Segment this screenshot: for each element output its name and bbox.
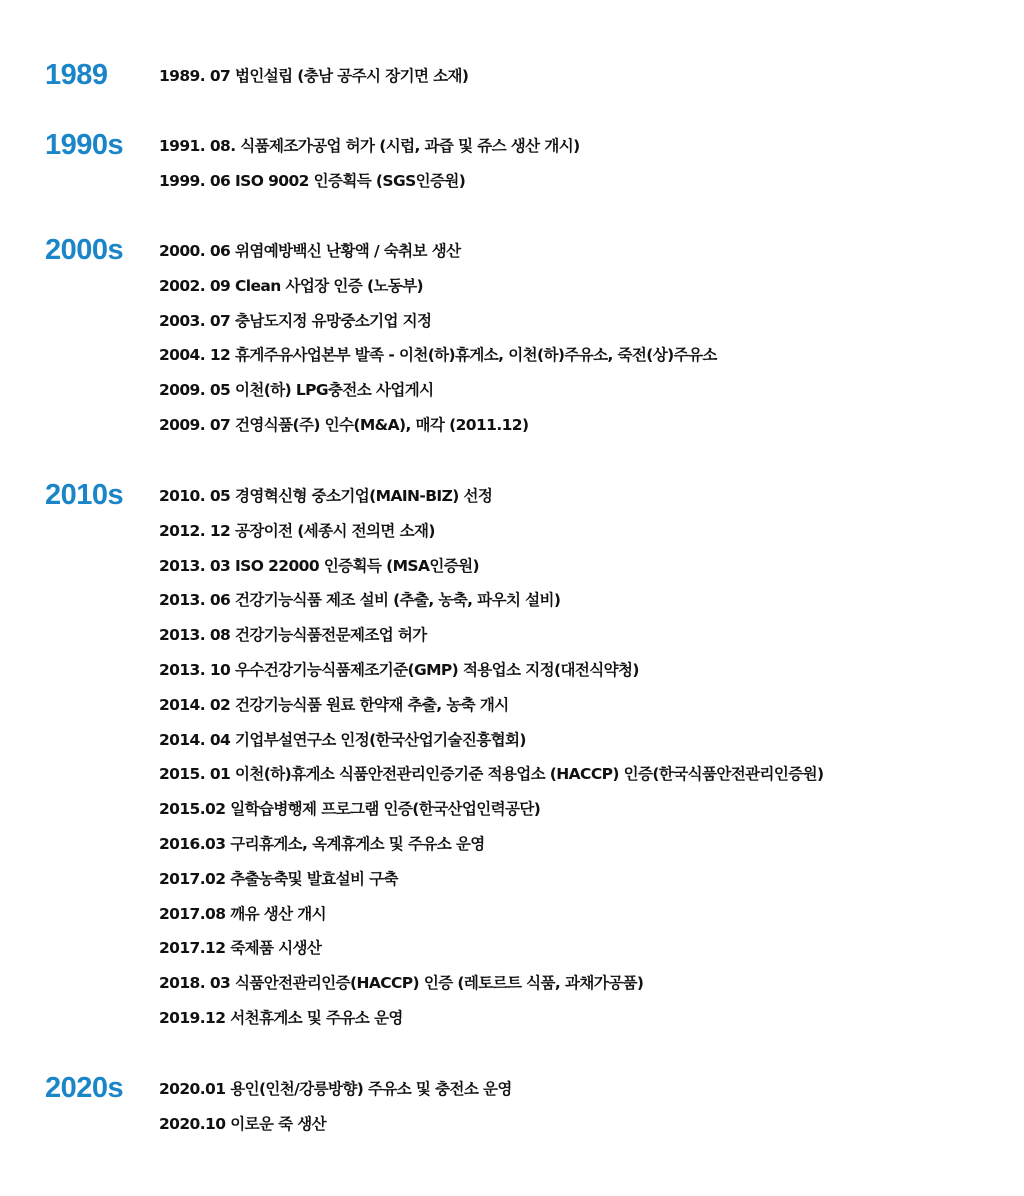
event-item: 2010. 05 경영혁신형 중소기업(MAIN-BIZ) 선정 (159, 487, 493, 505)
event-item: 2002. 09 Clean 사업장 인증 (노동부) (159, 276, 424, 295)
event-item: 2013. 06 건강기능식품 제조 설비 (추출, 농축, 파우치 설비) (159, 591, 561, 610)
period-year: 2020s (45, 1072, 124, 1104)
event-list (159, 136, 580, 206)
event-item: 2012. 12 공장이전 (세종시 전의면 소재) (159, 521, 435, 540)
event-item: 2020.10 이로운 죽 생산 (159, 1114, 327, 1133)
event-item: 2015.02 일학습병행제 프로그램 인증(한국산업인력공단) (159, 800, 541, 819)
event-item: 2004. 12 휴게주유사업본부 발족 - 이천(하)휴게소, 이천(하)주유소, 죽전(상)주유소 (159, 346, 717, 365)
event-item: 2015. 01 이천(하)휴게소 식품안전관리인증기준 적용업소 (HACCP) 인증(한국식품안전관리인증원) (159, 765, 824, 784)
event-item: 2009. 07 건영식품(주) 인수(M&A), 매각 (2011.12) (159, 415, 529, 434)
event-item: 2019.12 서천휴게소 및 주유소 운영 (159, 1008, 403, 1027)
event-item: 2018. 03 식품안전관리인증(HACCP) 인증 (레토르트 식품, 과채가공품) (159, 974, 644, 993)
event-item: 2003. 07 충남도지정 유망중소기업 지정 (159, 311, 432, 330)
event-list (159, 486, 823, 1043)
period-year: 2000s (45, 234, 124, 266)
event-item: 2000. 06 위염예방백신 난황액 / 숙취보 생산 (159, 242, 461, 260)
event-list (159, 66, 468, 101)
event-item: 2017.12 죽제품 시생산 (159, 939, 322, 958)
period-year: 2010s (45, 479, 124, 511)
event-list (159, 1079, 512, 1149)
event-item: 2014. 04 기업부설연구소 인정(한국산업기술진흥협회) (159, 730, 526, 749)
event-item: 2009. 05 이천(하) LPG충전소 사업게시 (159, 381, 434, 400)
period-year: 1990s (45, 129, 124, 161)
event-item: 2013. 03 ISO 22000 인증획득 (MSA인증원) (159, 556, 479, 575)
event-item: 1999. 06 ISO 9002 인증획득 (SGS인증원) (159, 171, 466, 190)
event-item: 2014. 02 건강기능식품 원료 한약재 추출, 농축 개시 (159, 695, 509, 714)
event-item: 1989. 07 법인설립 (충남 공주시 장기면 소재) (159, 67, 469, 85)
event-item: 2017.08 깨유 생산 개시 (159, 904, 327, 923)
event-item: 2020.01 용인(인천/강릉방향) 주유소 및 충전소 운영 (159, 1080, 512, 1098)
event-item: 2013. 08 건강기능식품전문제조업 허가 (159, 626, 427, 645)
event-item: 2016.03 구리휴게소, 옥계휴게소 및 주유소 운영 (159, 834, 485, 853)
event-item: 2017.02 추출농축및 발효설비 구축 (159, 869, 398, 888)
event-item: 2013. 10 우수건강기능식품제조기준(GMP) 적용업소 지정(대전식약청) (159, 660, 639, 679)
event-item: 1991. 08. 식품제조가공업 허가 (시럽, 과즙 및 쥬스 생산 개시) (159, 137, 580, 155)
period-year: 1989 (45, 59, 108, 91)
event-list (159, 241, 717, 450)
